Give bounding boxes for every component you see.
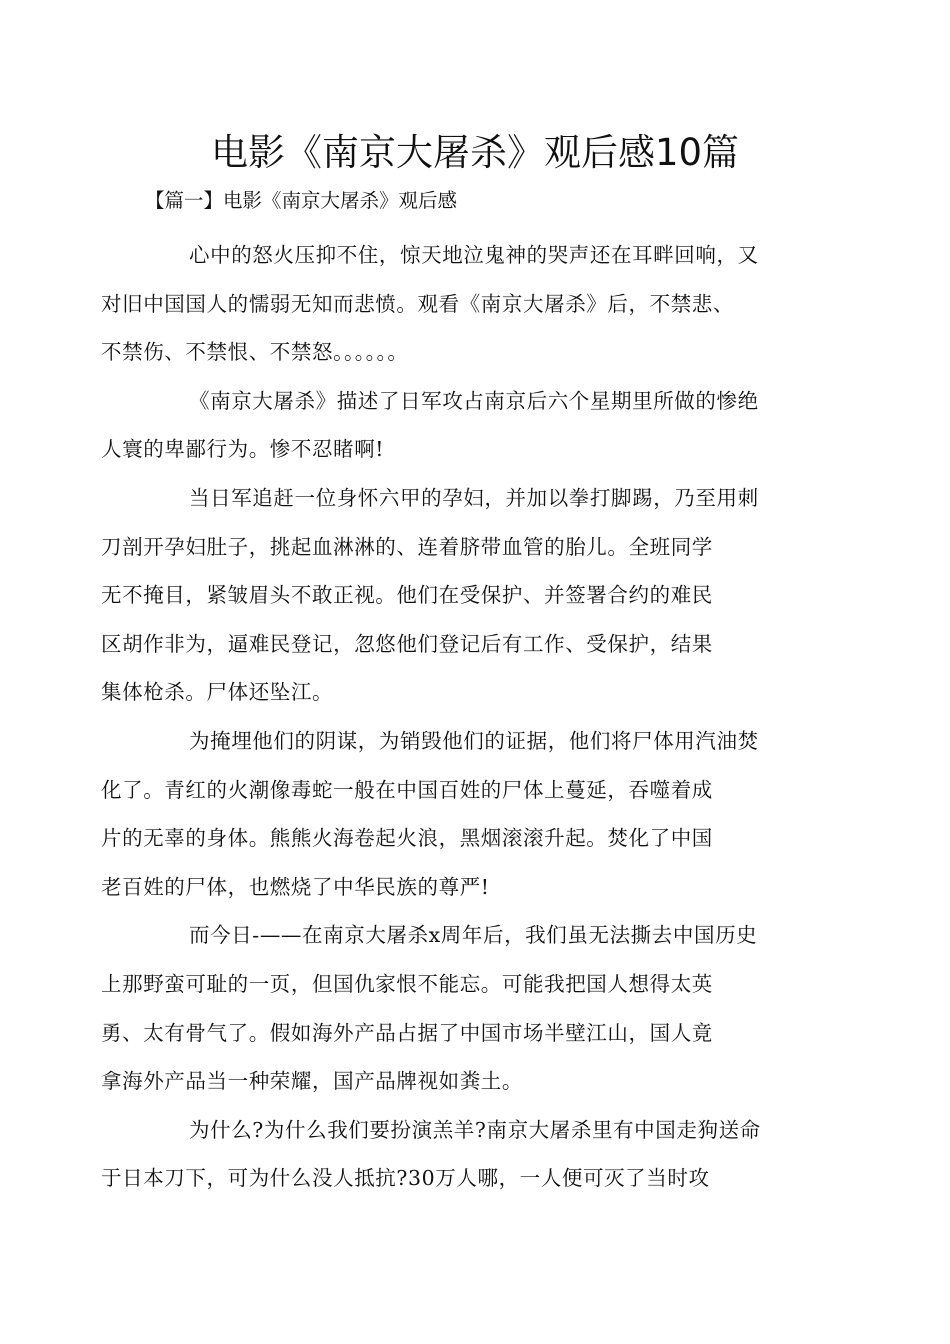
text-line: 心中的怒火压抑不住，惊天地泣鬼神的哭声还在耳畔回响，又 — [189, 243, 759, 267]
paragraph-1 — [101, 231, 805, 377]
text-line: 拿海外产品当一种荣耀，国产品牌视如粪土。 — [101, 1069, 523, 1094]
paragraph-2 — [101, 377, 805, 474]
text-line: 而今日-——在南京大屠杀x周年后，我们虽无法撕去中国历史 — [189, 923, 758, 948]
text-line: 片的无辜的身体。熊熊火海卷起火浪，黑烟滚滚升起。焚化了中国 — [101, 826, 713, 851]
text-line: 老百姓的尸体，也燃烧了中华民族的尊严! — [101, 874, 490, 899]
text-line: 无不掩目，紧皱眉头不敢正视。他们在受保护、并签署合约的难民 — [101, 583, 713, 608]
paragraph-5 — [101, 911, 805, 1105]
paragraph-4 — [101, 717, 805, 911]
text-line: 为掩埋他们的阴谋，为销毁他们的证据，他们将尸体用汽油焚 — [189, 728, 759, 753]
paragraph-6 — [101, 1106, 805, 1203]
text-line: 勇、太有骨气了。假如海外产品占据了中国市场半壁江山，国人竟 — [101, 1020, 713, 1045]
document-title: 电影《南京大屠杀》观后感10篇 — [210, 131, 740, 174]
text-line: 《南京大屠杀》描述了日军攻占南京后六个星期里所做的惨绝 — [189, 388, 759, 413]
text-line: 化了。青红的火潮像毒蛇一般在中国百姓的尸体上蔓延，吞噬着成 — [101, 777, 713, 802]
text-line: 不禁伤、不禁恨、不禁怒。。。。。。 — [101, 340, 409, 365]
text-line: 刀剖开孕妇肚子，挑起血淋淋的、连着脐带血管的胎儿。全班同学 — [101, 534, 713, 559]
text-line: 区胡作非为，逼难民登记，忽悠他们登记后有工作、受保护，结果 — [101, 631, 713, 656]
text-line: 集体枪杀。尸体还坠江。 — [101, 680, 334, 705]
text-line: 为什么?为什么我们要扮演羔羊?南京大屠杀里有中国走狗送命 — [189, 1117, 761, 1142]
text-line: 于日本刀下，可为什么没人抵抗?30万人哪，一人便可灭了当时攻 — [101, 1166, 710, 1191]
text-line: 当日军追赶一位身怀六甲的孕妇，并加以拳打脚踢，乃至用刺 — [189, 485, 759, 510]
paragraph-3 — [101, 474, 805, 717]
document-body — [101, 231, 805, 1203]
text-line: 上那野蛮可耻的一页，但国仇家恨不能忘。可能我把国人想得太英 — [101, 971, 713, 996]
text-line: 对旧中国国人的懦弱无知而悲愤。观看《南京大屠杀》后，不禁悲、 — [101, 291, 734, 316]
text-line: 人寰的卑鄙行为。惨不忍睹啊! — [101, 437, 385, 462]
section-heading: 【篇一】电影《南京大屠杀》观后感 — [145, 189, 458, 212]
